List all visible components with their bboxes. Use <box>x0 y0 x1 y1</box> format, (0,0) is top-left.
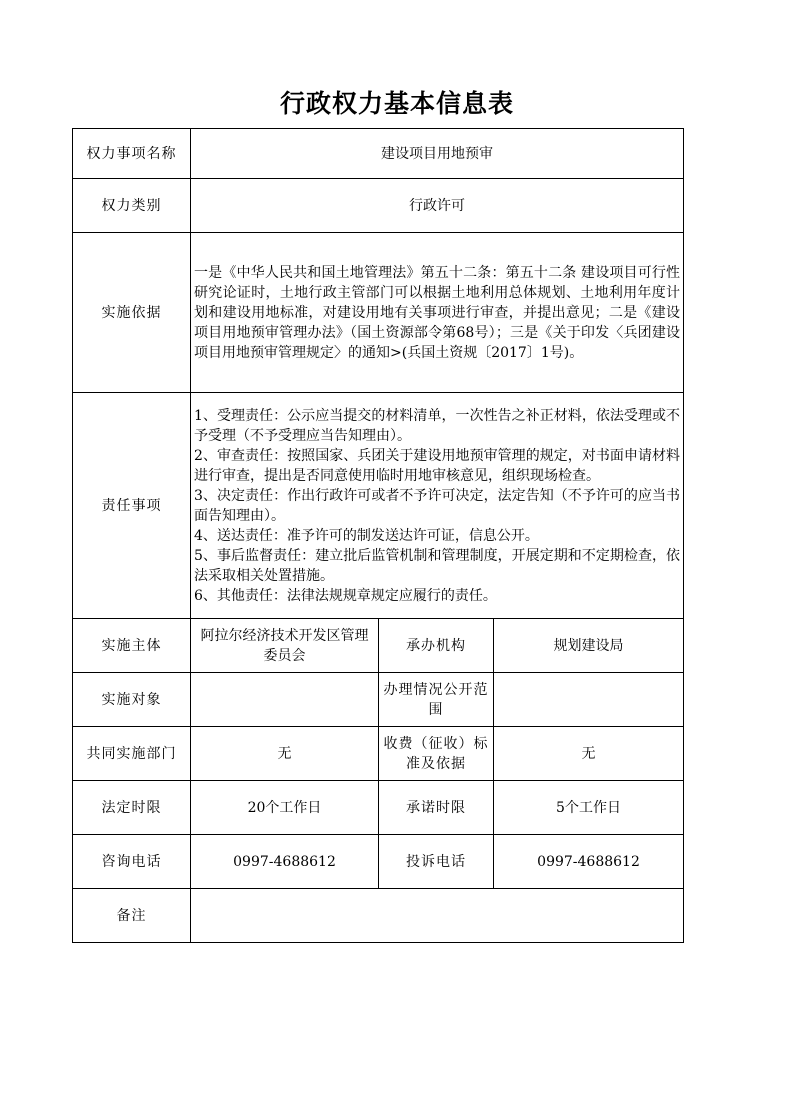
joint-dept-label: 共同实施部门 <box>73 727 191 781</box>
responsibilities-value <box>191 393 684 619</box>
basis-value: 一是《中华人民共和国土地管理法》第五十二条：第五十二条 建设项目可行性研究论证时，土地行政主管部门可以根据土地利用总体规划、土地利用年度计划和建设用地标准，对建设用地有关事项进行审查，并提出意见；二是《建设项目用地预审管理办法》（国土资源部令第68号）；三是《关于印发〈兵团建设项目用地预审管理规定〉的通知>(兵国土资规〔2017〕1号)。 <box>191 233 684 393</box>
disclosure-scope-label: 办理情况公开范围 <box>379 673 494 727</box>
responsibility-item: 3、决定责任：作出行政许可或者不予许可决定，法定告知（不予许可的应当书面告知理由）。 <box>194 487 681 524</box>
row-power-name <box>73 129 684 179</box>
target-value <box>191 673 379 727</box>
complaint-phone-value: 0997-4688612 <box>494 835 684 889</box>
row-joint <box>73 727 684 781</box>
legal-time-limit-label: 法定时限 <box>73 781 191 835</box>
responsibility-item: 5、事后监督责任：建立批后监管机制和管理制度，开展定期和不定期检查，依法采取相关处置措施。 <box>194 547 681 584</box>
fee-standard-value: 无 <box>494 727 684 781</box>
responsibility-item: 6、其他责任：法律法规规章规定应履行的责任。 <box>194 587 497 604</box>
subject-value: 阿拉尔经济技术开发区管理委员会 <box>191 619 379 673</box>
legal-time-limit-value: 20个工作日 <box>191 781 379 835</box>
page-title: 行政权力基本信息表 <box>279 89 514 118</box>
responsibilities-label: 责任事项 <box>73 393 191 619</box>
disclosure-scope-value <box>494 673 684 727</box>
responsibility-item: 4、送达责任：准予许可的制发送达许可证，信息公开。 <box>194 527 539 544</box>
remark-label: 备注 <box>73 889 191 943</box>
target-label: 实施对象 <box>73 673 191 727</box>
row-time-limit <box>73 781 684 835</box>
promised-time-limit-value: 5个工作日 <box>494 781 684 835</box>
basis-label: 实施依据 <box>73 233 191 393</box>
joint-dept-value: 无 <box>191 727 379 781</box>
handling-agency-value: 规划建设局 <box>494 619 684 673</box>
complaint-phone-label: 投诉电话 <box>379 835 494 889</box>
promised-time-limit-label: 承诺时限 <box>379 781 494 835</box>
remark-value <box>191 889 684 943</box>
consult-phone-label: 咨询电话 <box>73 835 191 889</box>
row-basis <box>73 233 684 393</box>
row-phone <box>73 835 684 889</box>
row-target <box>73 673 684 727</box>
fee-standard-label: 收费（征收）标准及依据 <box>379 727 494 781</box>
info-table <box>72 128 684 943</box>
row-subject <box>73 619 684 673</box>
row-responsibilities <box>73 393 684 619</box>
row-power-type <box>73 179 684 233</box>
power-type-value: 行政许可 <box>191 179 684 233</box>
row-remark <box>73 889 684 943</box>
responsibility-item: 1、受理责任：公示应当提交的材料清单，一次性告之补正材料，依法受理或不予受理（不予受理应当告知理由）。 <box>194 407 681 444</box>
power-name-value: 建设项目用地预审 <box>191 129 684 179</box>
subject-label: 实施主体 <box>73 619 191 673</box>
handling-agency-label: 承办机构 <box>379 619 494 673</box>
power-type-label: 权力类别 <box>73 179 191 233</box>
consult-phone-value: 0997-4688612 <box>191 835 379 889</box>
power-name-label: 权力事项名称 <box>73 129 191 179</box>
responsibility-item: 2、审查责任：按照国家、兵团关于建设用地预审管理的规定，对书面申请材料进行审查，提出是否同意使用临时用地审核意见，组织现场检查。 <box>194 447 681 484</box>
